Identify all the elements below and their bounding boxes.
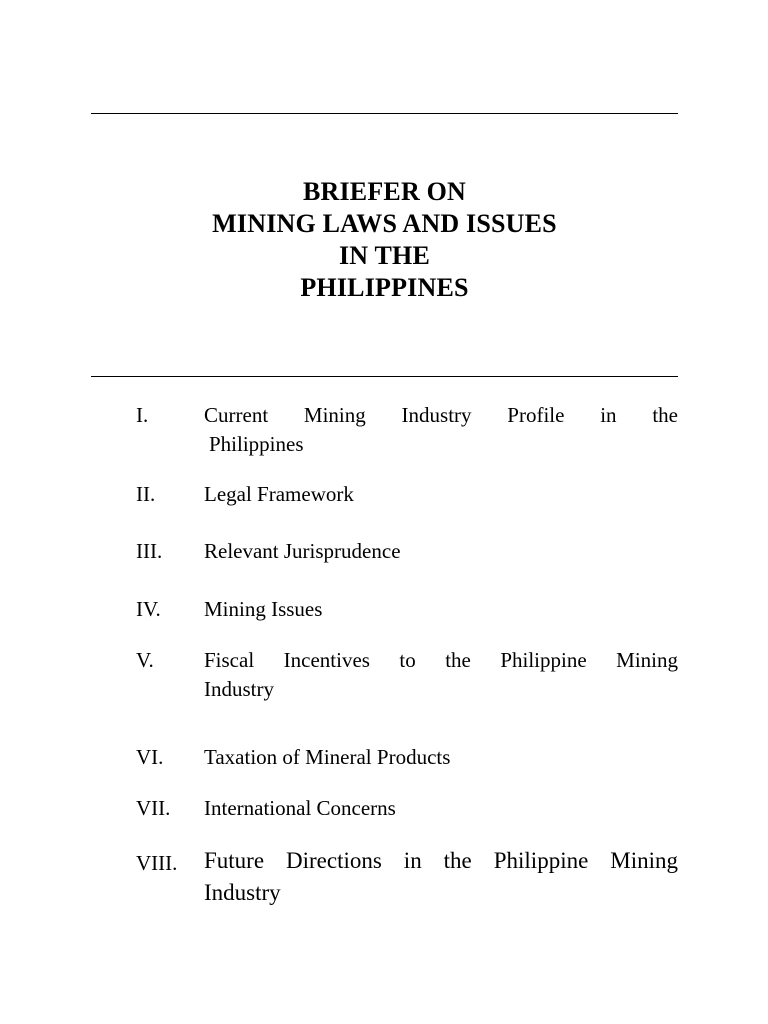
toc-text-line: Current Mining Industry Profile in the bbox=[204, 403, 678, 427]
toc-text-line: Mining Issues bbox=[204, 597, 323, 621]
title-line-1: BRIEFER ON bbox=[302, 177, 467, 206]
toc-text-line: Industry bbox=[204, 880, 281, 905]
toc-text-line: International Concerns bbox=[204, 796, 396, 820]
toc-text bbox=[204, 401, 678, 459]
toc-item-4 bbox=[136, 595, 678, 624]
toc-text bbox=[204, 794, 678, 823]
toc-item-8 bbox=[136, 845, 678, 909]
toc-number: VIII. bbox=[136, 851, 178, 875]
toc-text bbox=[204, 743, 678, 772]
toc-number: VI. bbox=[136, 745, 164, 769]
toc-number: II. bbox=[136, 482, 156, 506]
toc-text-line: Taxation of Mineral Products bbox=[204, 745, 451, 769]
toc-text-line: Philippines bbox=[209, 432, 304, 456]
toc-text-line: Future Directions in the Philippine Mining bbox=[204, 848, 678, 873]
toc-text-line: Fiscal Incentives to the Philippine Mining bbox=[204, 648, 678, 672]
toc-text-line: Legal Framework bbox=[204, 482, 354, 506]
toc-text bbox=[204, 595, 678, 624]
toc-text-line: Industry bbox=[204, 677, 274, 701]
toc-number: V. bbox=[136, 648, 154, 672]
toc-item-2 bbox=[136, 480, 678, 509]
toc-text bbox=[204, 537, 678, 566]
toc-number: I. bbox=[136, 403, 149, 427]
toc-text bbox=[204, 646, 678, 704]
toc-text bbox=[204, 845, 678, 909]
title-line-2: MINING LAWS AND ISSUES bbox=[212, 209, 557, 238]
toc-item-7 bbox=[136, 794, 678, 823]
toc-item-3 bbox=[136, 537, 678, 566]
toc-number: IV. bbox=[136, 597, 161, 621]
title-line-3: IN THE bbox=[338, 241, 431, 270]
toc-item-1 bbox=[136, 401, 678, 459]
toc-item-6 bbox=[136, 743, 678, 772]
title-line-4: PHILIPPINES bbox=[300, 273, 469, 302]
toc-number: VII. bbox=[136, 796, 171, 820]
toc-item-5 bbox=[136, 646, 678, 704]
toc-text-line: Relevant Jurisprudence bbox=[204, 539, 401, 563]
toc-text bbox=[204, 480, 678, 509]
toc-number: III. bbox=[136, 539, 163, 563]
